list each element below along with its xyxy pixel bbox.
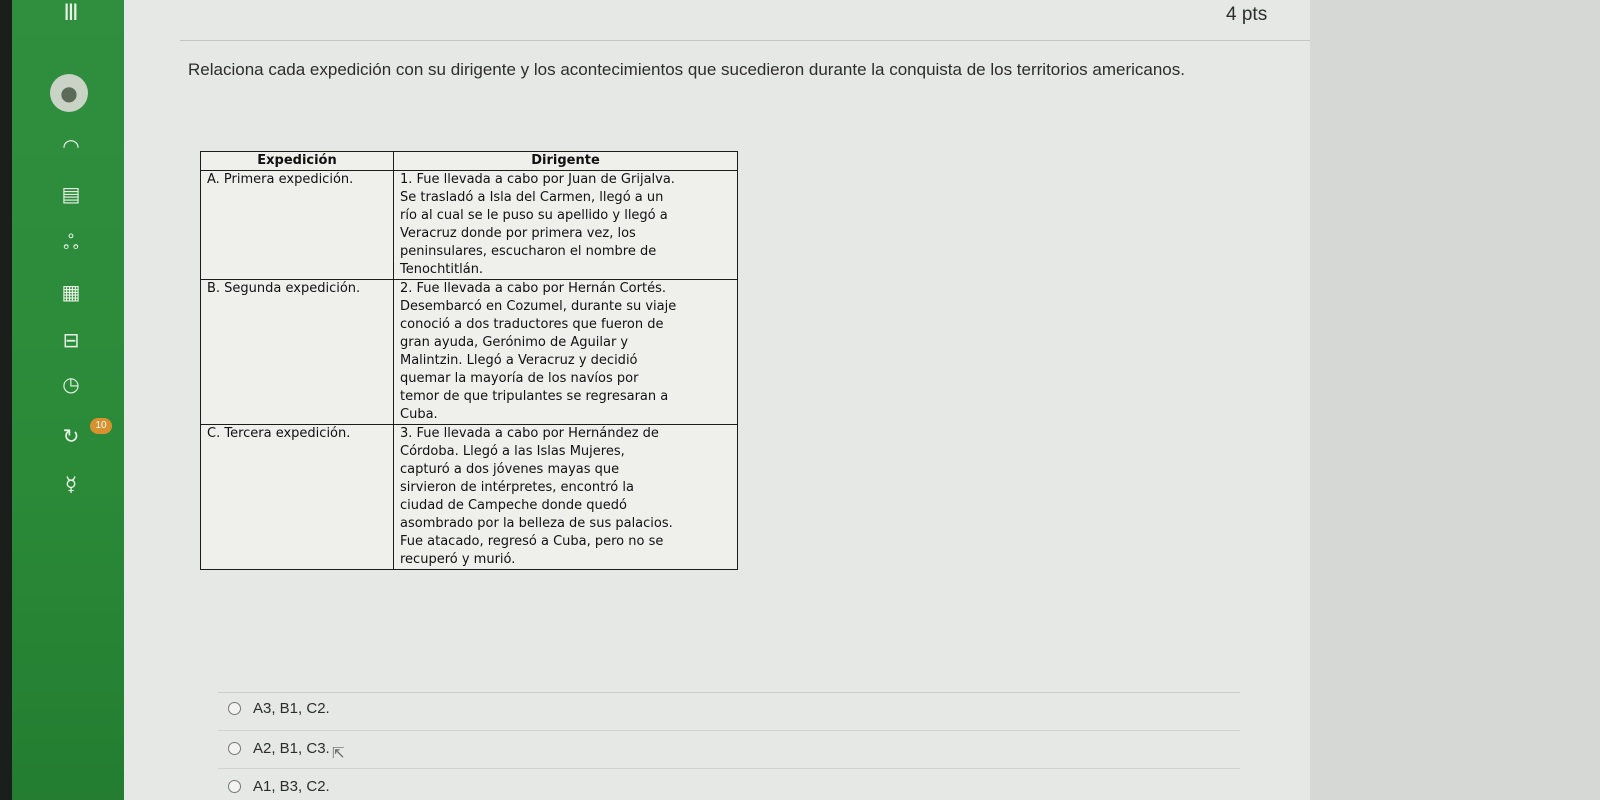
global-navigation — [12, 0, 124, 800]
leader-line: Desembarcó en Cozumel, durante su viaje — [400, 299, 677, 314]
table-row — [201, 171, 738, 280]
radio-button[interactable] — [228, 780, 241, 793]
leader-cell — [394, 280, 738, 425]
option-divider — [218, 768, 1240, 769]
leader-line: capturó a dos jóvenes mayas que — [400, 462, 620, 477]
answer-option-label: A3, B1, C2. — [253, 700, 330, 717]
leader-line: 1. Fue llevada a cabo por Juan de Grijalva. — [400, 172, 675, 187]
leader-line: 3. Fue llevada a cabo por Hernández de — [400, 426, 659, 441]
leader-line: quemar la mayoría de los navíos por — [400, 371, 639, 386]
leader-line: Córdoba. Llegó a las Islas Mujeres, — [400, 444, 625, 459]
leader-line: 2. Fue llevada a cabo por Hernán Cortés. — [400, 281, 666, 296]
leader-line: Cuba. — [400, 407, 438, 422]
leader-line: Se trasladó a Isla del Carmen, llegó a un — [400, 190, 664, 205]
leader-line: gran ayuda, Gerónimo de Aguilar y — [400, 335, 629, 350]
notification-badge: 10 — [90, 418, 112, 434]
table-row — [201, 280, 738, 425]
option-divider — [218, 730, 1240, 731]
table-row — [201, 425, 738, 570]
account-icon[interactable]: ● — [50, 74, 88, 112]
expedition-cell: B. Segunda expedición. — [201, 280, 394, 425]
logo-icon[interactable]: Ⅲ — [63, 1, 79, 26]
leader-line: temor de que tripulantes se regresaran a — [400, 389, 669, 404]
leader-line: conoció a dos traductores que fueron de — [400, 317, 664, 332]
screen-bezel — [0, 0, 12, 800]
inbox-icon[interactable]: ⊟ — [62, 328, 80, 352]
leader-cell — [394, 171, 738, 280]
dashboard-icon[interactable]: ◠ — [62, 134, 80, 158]
question-points: 4 pts — [1226, 4, 1268, 25]
table-header-expedicion: Expedición — [201, 152, 394, 171]
expedition-cell: A. Primera expedición. — [201, 171, 394, 280]
expedition-cell: C. Tercera expedición. — [201, 425, 394, 570]
leader-line: ciudad de Campeche donde quedó — [400, 498, 627, 513]
question-text: Relaciona cada expedición con su dirigente y los acontecimientos que sucedieron durante la conquista de los territorios americanos. — [188, 60, 1185, 79]
answer-option-label: A2, B1, C3. — [253, 740, 330, 757]
leader-cell — [394, 425, 738, 570]
leader-line: Fue atacado, regresó a Cuba, pero no se — [400, 534, 664, 549]
answer-option-label: A1, B3, C2. — [253, 778, 330, 795]
right-pane — [1310, 0, 1600, 800]
radio-button[interactable] — [228, 742, 241, 755]
table-header-row — [201, 152, 738, 171]
courses-icon[interactable]: ▤ — [61, 182, 81, 206]
leader-line: peninsulares, escucharon el nombre de — [400, 244, 657, 259]
leader-line: asombrado por la belleza de sus palacios. — [400, 516, 673, 531]
expedition-table — [200, 151, 738, 570]
answers-divider — [218, 692, 1240, 693]
leader-line: Veracruz donde por primera vez, los — [400, 226, 636, 241]
groups-icon[interactable]: ஃ — [63, 230, 79, 254]
answer-option-1[interactable] — [228, 700, 330, 717]
radio-button[interactable] — [228, 702, 241, 715]
answer-option-2[interactable] — [228, 740, 330, 757]
leader-line: Tenochtitlán. — [400, 262, 484, 277]
commons-icon[interactable]: ↻ — [62, 424, 80, 448]
mouse-cursor-icon: ⇱ — [332, 745, 345, 762]
leader-line: Malintzin. Llegó a Veracruz y decidió — [400, 353, 638, 368]
leader-line: sirvieron de intérpretes, encontró la — [400, 480, 634, 495]
table-header-dirigente: Dirigente — [394, 152, 738, 171]
calendar-icon[interactable]: ▦ — [61, 280, 81, 304]
leader-line: recuperó y murió. — [400, 552, 516, 567]
help-icon[interactable]: ☿ — [64, 472, 78, 496]
answer-option-3[interactable] — [228, 778, 330, 795]
question-header-divider — [180, 40, 1310, 41]
history-icon[interactable]: ◷ — [62, 372, 80, 396]
leader-line: río al cual se le puso su apellido y llegó a — [400, 208, 668, 223]
